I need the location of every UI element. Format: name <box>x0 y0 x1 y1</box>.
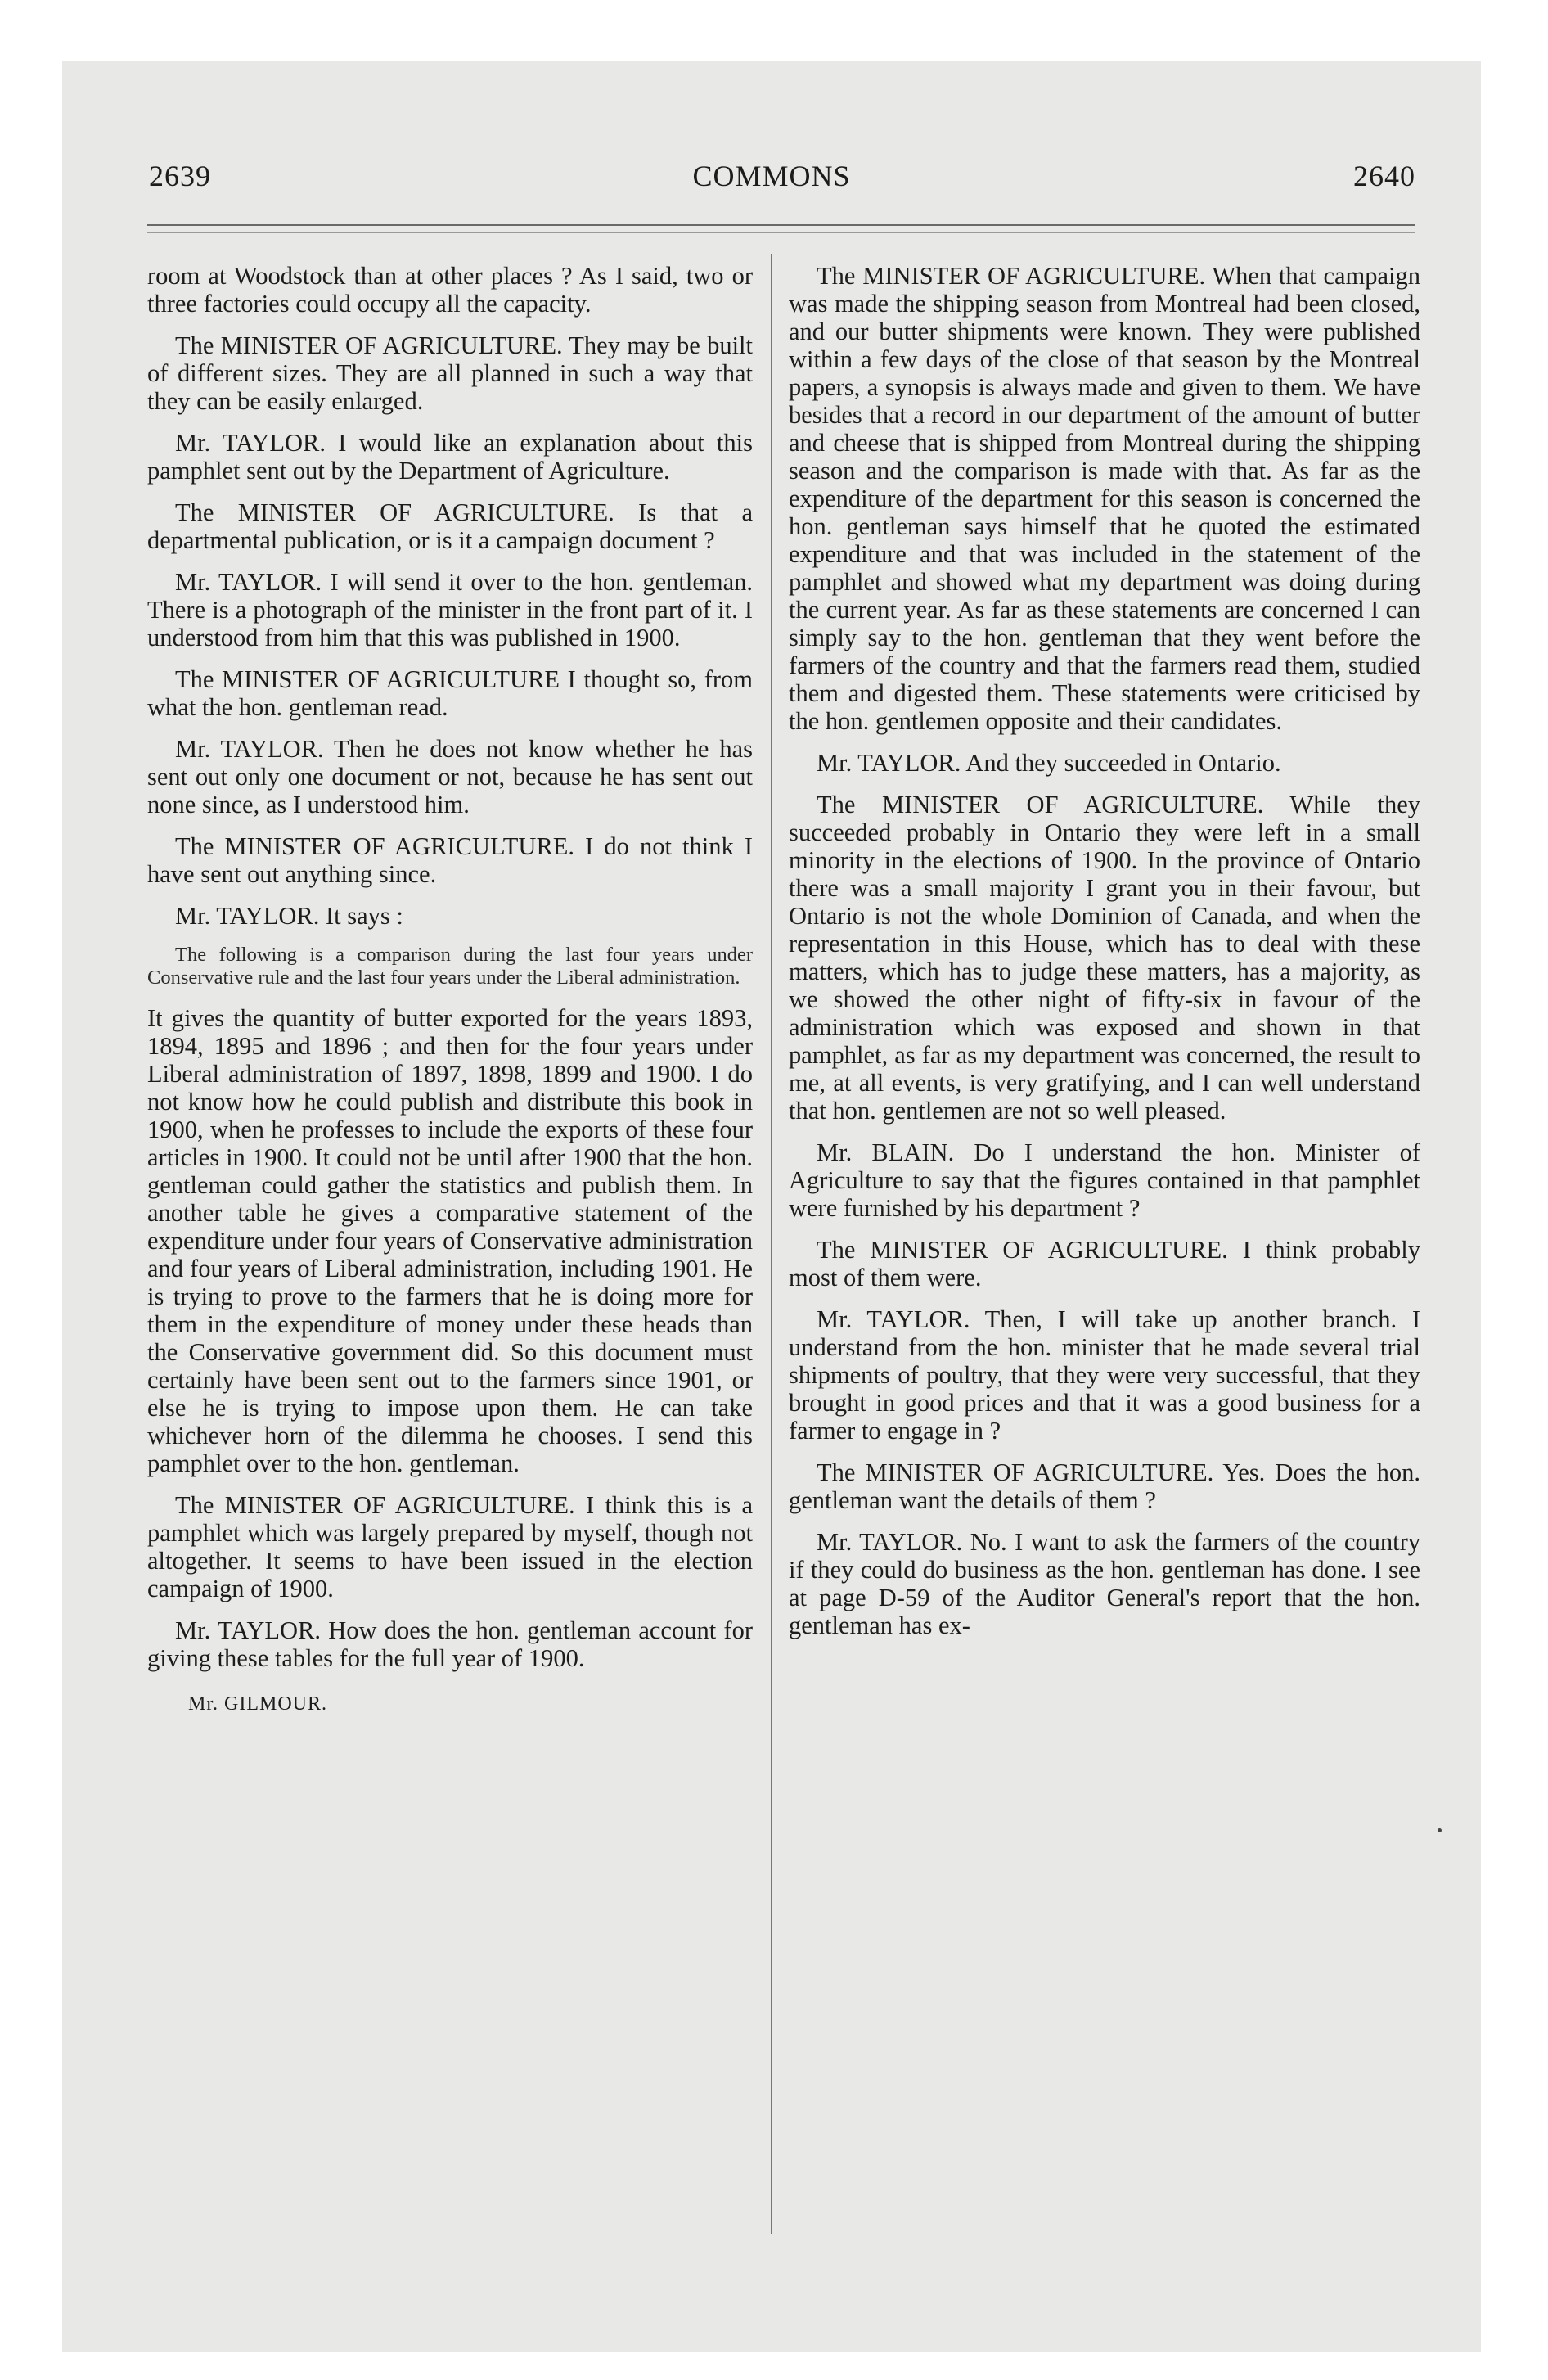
paragraph: The MINISTER OF AGRICULTURE. Yes. Does the hon. gentleman want the details of them ? <box>789 1458 1420 1514</box>
paragraph: Mr. TAYLOR. I will send it over to the hon. gentleman. There is a photograph of the minister in the front part of it. I understood from him that this was published in 1900. <box>147 568 753 651</box>
left-column <box>147 262 753 1732</box>
paragraph: The MINISTER OF AGRICULTURE. Is that a departmental publication, or is it a campaign document ? <box>147 498 753 554</box>
document-page <box>62 61 1481 2352</box>
paragraph: The MINISTER OF AGRICULTURE. I think this is a pamphlet which was largely prepared by myself, though not altogether. It seems to have been issued in the election campaign of 1900. <box>147 1491 753 1602</box>
paragraph: Mr. TAYLOR. And they succeeded in Ontario. <box>817 749 1281 777</box>
ink-speck <box>1438 1828 1442 1832</box>
paragraph: It gives the quantity of butter exported for the years 1893, 1894, 1895 and 1896 ; and then for the four years under Liberal administration of 1897, 1898, 1899 and 1900. I do not know how he could publish and distribute this book in 1900, when he professes to include the exports of these four articles in 1900. It could not be until after 1900 that the hon. gentleman could gather the statistics and publish them. In another table he gives a comparative statement of the expenditure under four years of Conservative administration and four years of Liberal administration, including 1901. He is trying to prove to the farmers that he is doing more for them in the expenditure of money under these heads than the Conservative government did. So this document must certainly have been sent out to the farmers since 1901, or else he is trying to impose upon them. He can take whichever horn of the dilemma he chooses. I send this pamphlet over to the hon. gentleman. <box>147 1004 753 1477</box>
paragraph: Mr. BLAIN. Do I understand the hon. Minister of Agriculture to say that the figures contained in that pamphlet were furnished by his department ? <box>789 1138 1420 1222</box>
paragraph: The following is a comparison during the last four years under Conservative rule and the last four years under the Liberal administration. <box>147 944 753 989</box>
paragraph: Mr. TAYLOR. How does the hon. gentleman account for giving these tables for the full year of 1900. <box>147 1616 753 1672</box>
paragraph: Mr. TAYLOR. I would like an explanation about this pamphlet sent out by the Department of Agriculture. <box>147 429 753 485</box>
paragraph: The MINISTER OF AGRICULTURE. I think probably most of them were. <box>789 1236 1420 1291</box>
paragraph: The MINISTER OF AGRICULTURE. When that campaign was made the shipping season from Montreal had been closed, and our butter shipments were known. They were published within a few days of the close of that season by the Montreal papers, a synopsis is always made and given to them. We have besides that a record in our department of the amount of butter and cheese that is shipped from Montreal during the shipping season and the comparison is made with that. As far as the expenditure of the department for this season is concerned the hon. gentleman says himself that he quoted the estimated expenditure and that was included in the statement of the pamphlet and showed what my department was doing during the current year. As far as these statements are concerned I can simply say to the hon. gentleman that they went before the farmers of the country and that the farmers read them, studied them and digested them. These statements were criticised by the hon. gentlemen opposite and their candidates. <box>789 262 1420 735</box>
paragraph: The MINISTER OF AGRICULTURE. I do not think I have sent out anything since. <box>147 832 753 888</box>
page-number-right: 2640 <box>1353 160 1415 192</box>
header-rule <box>147 224 1415 226</box>
paragraph: The MINISTER OF AGRICULTURE I thought so, from what the hon. gentleman read. <box>147 665 753 721</box>
page-header <box>62 159 1481 208</box>
running-title: COMMONS <box>692 160 851 192</box>
paragraph: The MINISTER OF AGRICULTURE. They may be built of different sizes. They are all planned in such a way that they can be easily enlarged. <box>147 331 753 415</box>
paragraph: Mr. TAYLOR. Then he does not know whether he has sent out only one document or not, because he has sent out none since, as I understood him. <box>147 735 753 818</box>
paragraph: Mr. TAYLOR. It says : <box>175 902 403 930</box>
paragraph: Mr. GILMOUR. <box>188 1693 328 1715</box>
paragraph: The MINISTER OF AGRICULTURE. While they succeeded probably in Ontario they were left in a small minority in the elections of 1900. In the province of Ontario there was a small majority I grant you in their favour, but Ontario is not the whole Dominion of Canada, and when the representation in this House, which has to deal with these matters, which has to judge these matters, has a majority, as we showed the other night of fifty-six in favour of the administration which was exposed and shown in that pamphlet, as far as my department was concerned, the result to me, at all events, is very gratifying, and I can well understand that hon. gentlemen are not so well pleased. <box>789 791 1420 1125</box>
paragraph: Mr. TAYLOR. No. I want to ask the farmers of the country if they could do business as the hon. gentleman has done. I see at page D-59 of the Auditor General's report that the hon. gentleman has ex- <box>789 1528 1420 1639</box>
column-divider <box>771 254 772 2234</box>
paragraph: Mr. TAYLOR. Then, I will take up another branch. I understand from the hon. minister that he made several trial shipments of poultry, that they were very successful, that they brought in good prices and that it was a good business for a farmer to engage in ? <box>789 1305 1420 1445</box>
paragraph: room at Woodstock than at other places ? As I said, two or three factories could occupy all the capacity. <box>147 262 753 318</box>
header-rule-thin <box>147 232 1415 233</box>
page-number-left: 2639 <box>149 160 211 192</box>
right-column <box>789 262 1420 1653</box>
